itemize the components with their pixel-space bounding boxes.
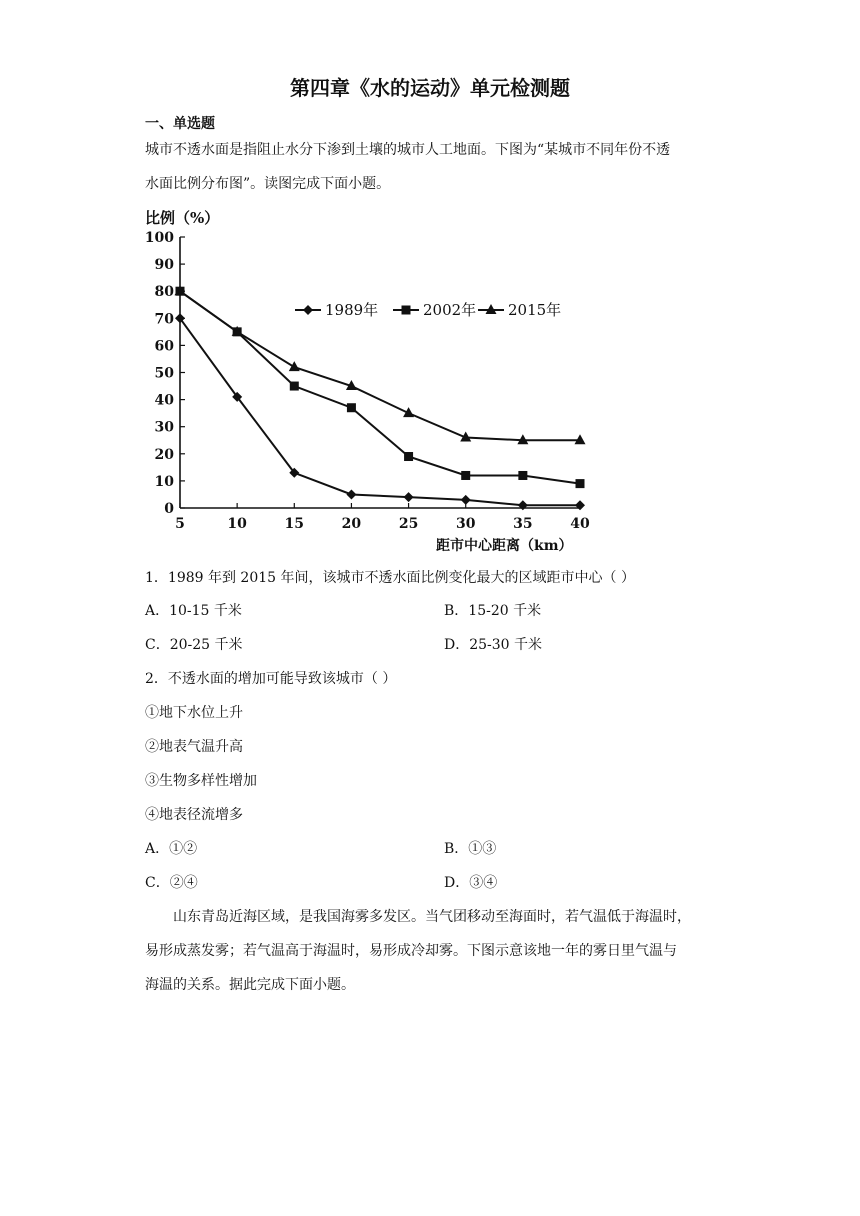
intro-line-2: 水面比例分布图”。读图完成下面小题。 [145, 176, 391, 192]
legend-item [295, 301, 378, 319]
y-tick-label: 0 [164, 501, 174, 517]
legend-item [393, 301, 476, 319]
data-point [347, 403, 356, 412]
x-tick-label: 35 [513, 516, 533, 532]
x-tick-label: 10 [227, 516, 247, 532]
q1-option-a[interactable]: A．10-15 千米 [145, 603, 242, 619]
legend-marker [303, 305, 313, 315]
y-tick-label: 40 [154, 392, 174, 409]
data-point [346, 489, 356, 499]
data-point [461, 471, 470, 480]
x-axis-label: 距市中心距离（km） [436, 538, 573, 554]
x-tick-label: 30 [455, 516, 476, 532]
passage2-line-3: 海温的关系。据此完成下面小题。 [145, 977, 355, 993]
y-tick-label: 30 [154, 419, 174, 436]
y-axis-label: 比例（%） [145, 209, 220, 227]
q2-statement-3: ③生物多样性增加 [145, 773, 257, 789]
question-2-stem: 2．不透水面的增加可能导致该城市（ ） [145, 671, 397, 687]
x-tick-label: 20 [341, 516, 362, 532]
question-1-stem: 1．1989 年到 2015 年间，该城市不透水面比例变化最大的区域距市中心（ ） [145, 570, 635, 586]
y-tick-label: 80 [154, 284, 174, 301]
y-tick-label: 20 [154, 446, 174, 463]
legend-label: 1989年 [325, 301, 379, 319]
legend-label: 2002年 [423, 301, 477, 319]
q1-option-c[interactable]: C．20-25 千米 [145, 637, 243, 653]
series-line [180, 291, 580, 483]
page-title: 第四章《水的运动》单元检测题 [290, 76, 570, 100]
q2-option-d[interactable]: D．③④ [444, 875, 498, 891]
y-tick-label: 100 [144, 230, 174, 246]
x-tick-label: 25 [398, 516, 419, 532]
q1-option-d[interactable]: D．25-30 千米 [444, 637, 543, 653]
x-tick-label: 40 [570, 516, 590, 532]
data-point [404, 452, 413, 461]
data-point [404, 492, 414, 502]
y-tick-label: 90 [154, 257, 174, 274]
q2-statement-1: ①地下水位上升 [145, 705, 243, 721]
legend-item [478, 301, 561, 319]
section-heading: 一、单选题 [145, 116, 215, 132]
q2-statement-4: ④地表径流增多 [145, 807, 243, 823]
data-point [518, 471, 527, 480]
series-0 [175, 313, 585, 510]
intro-line-1: 城市不透水面是指阻止水分下渗到土壤的城市人工地面。下图为“某城市不同年份不透 [145, 142, 671, 158]
x-tick-label: 15 [284, 516, 305, 532]
y-tick-label: 10 [154, 473, 174, 490]
y-tick-label: 60 [154, 338, 174, 355]
data-point [576, 479, 585, 488]
q2-option-a[interactable]: A．①② [145, 841, 198, 857]
x-tick-label: 5 [175, 516, 185, 532]
impervious-surface-chart [140, 205, 600, 557]
data-point [289, 361, 300, 371]
data-point [290, 382, 299, 391]
legend-label: 2015年 [508, 301, 562, 319]
data-point [461, 495, 471, 505]
q2-statement-2: ②地表气温升高 [145, 739, 243, 755]
q1-option-b[interactable]: B．15-20 千米 [444, 603, 542, 619]
q2-option-c[interactable]: C．②④ [145, 875, 198, 891]
passage2-line-2: 易形成蒸发雾；若气温高于海温时，易形成冷却雾。下图示意该地一年的雾日里气温与 [145, 943, 677, 959]
passage2-line-1: 山东青岛近海区域，是我国海雾多发区。当气团移动至海面时，若气温低于海温时， [173, 909, 691, 925]
y-tick-label: 50 [154, 365, 174, 382]
y-tick-label: 70 [154, 311, 174, 328]
legend-marker [402, 306, 411, 315]
q2-option-b[interactable]: B．①③ [444, 841, 497, 857]
